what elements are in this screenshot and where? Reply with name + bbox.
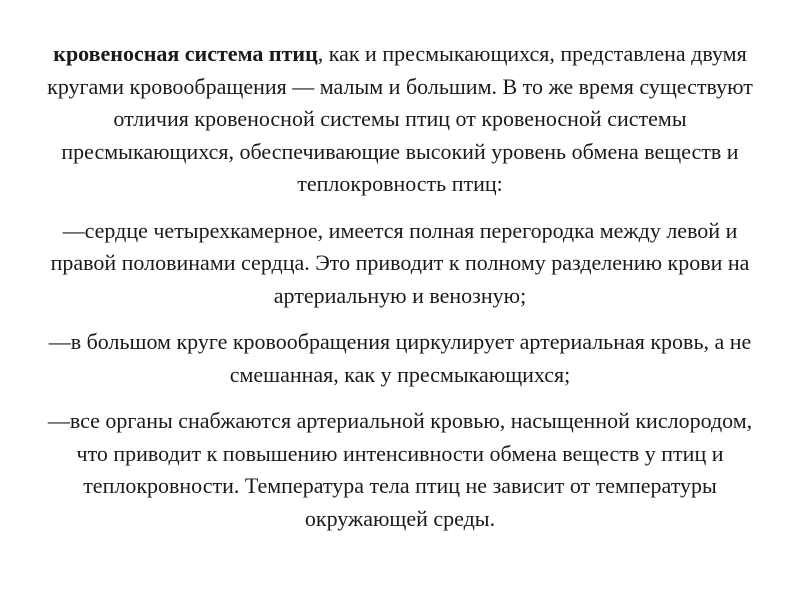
point-systemic-circulation: —в большом круге кровообращения циркулирует артериальная кровь, а не смешанная, как у пресмыкающихся; <box>48 329 752 387</box>
point-heart: —сердце четырехкамерное, имеется полная перегородка между левой и правой половинами сердца. Это приводит к полному разделению крови на артериальную и венозную; <box>50 217 750 308</box>
intro-text: , как и пресмыкающихся, представлена двумя кругами кровообращения — малым и большим. В то же время существуют отличия кровеносной системы птиц от кровеносной системы пресмыкающихся, обеспечивающие высокий уровень обмена веществ и теплокровность птиц: <box>47 41 753 196</box>
point-organs-oxygen: —все органы снабжаются артериальной кровью, насыщенной кислородом, что приводит к повышению интенсивности обмена веществ у птиц и теплокровности. Температура тела птиц не зависит от температуры окружающей среды. <box>47 408 753 531</box>
intro-paragraph <box>40 38 760 201</box>
slide-text-body <box>40 38 760 549</box>
intro-bold-term: кровеносная система птиц <box>53 41 318 66</box>
